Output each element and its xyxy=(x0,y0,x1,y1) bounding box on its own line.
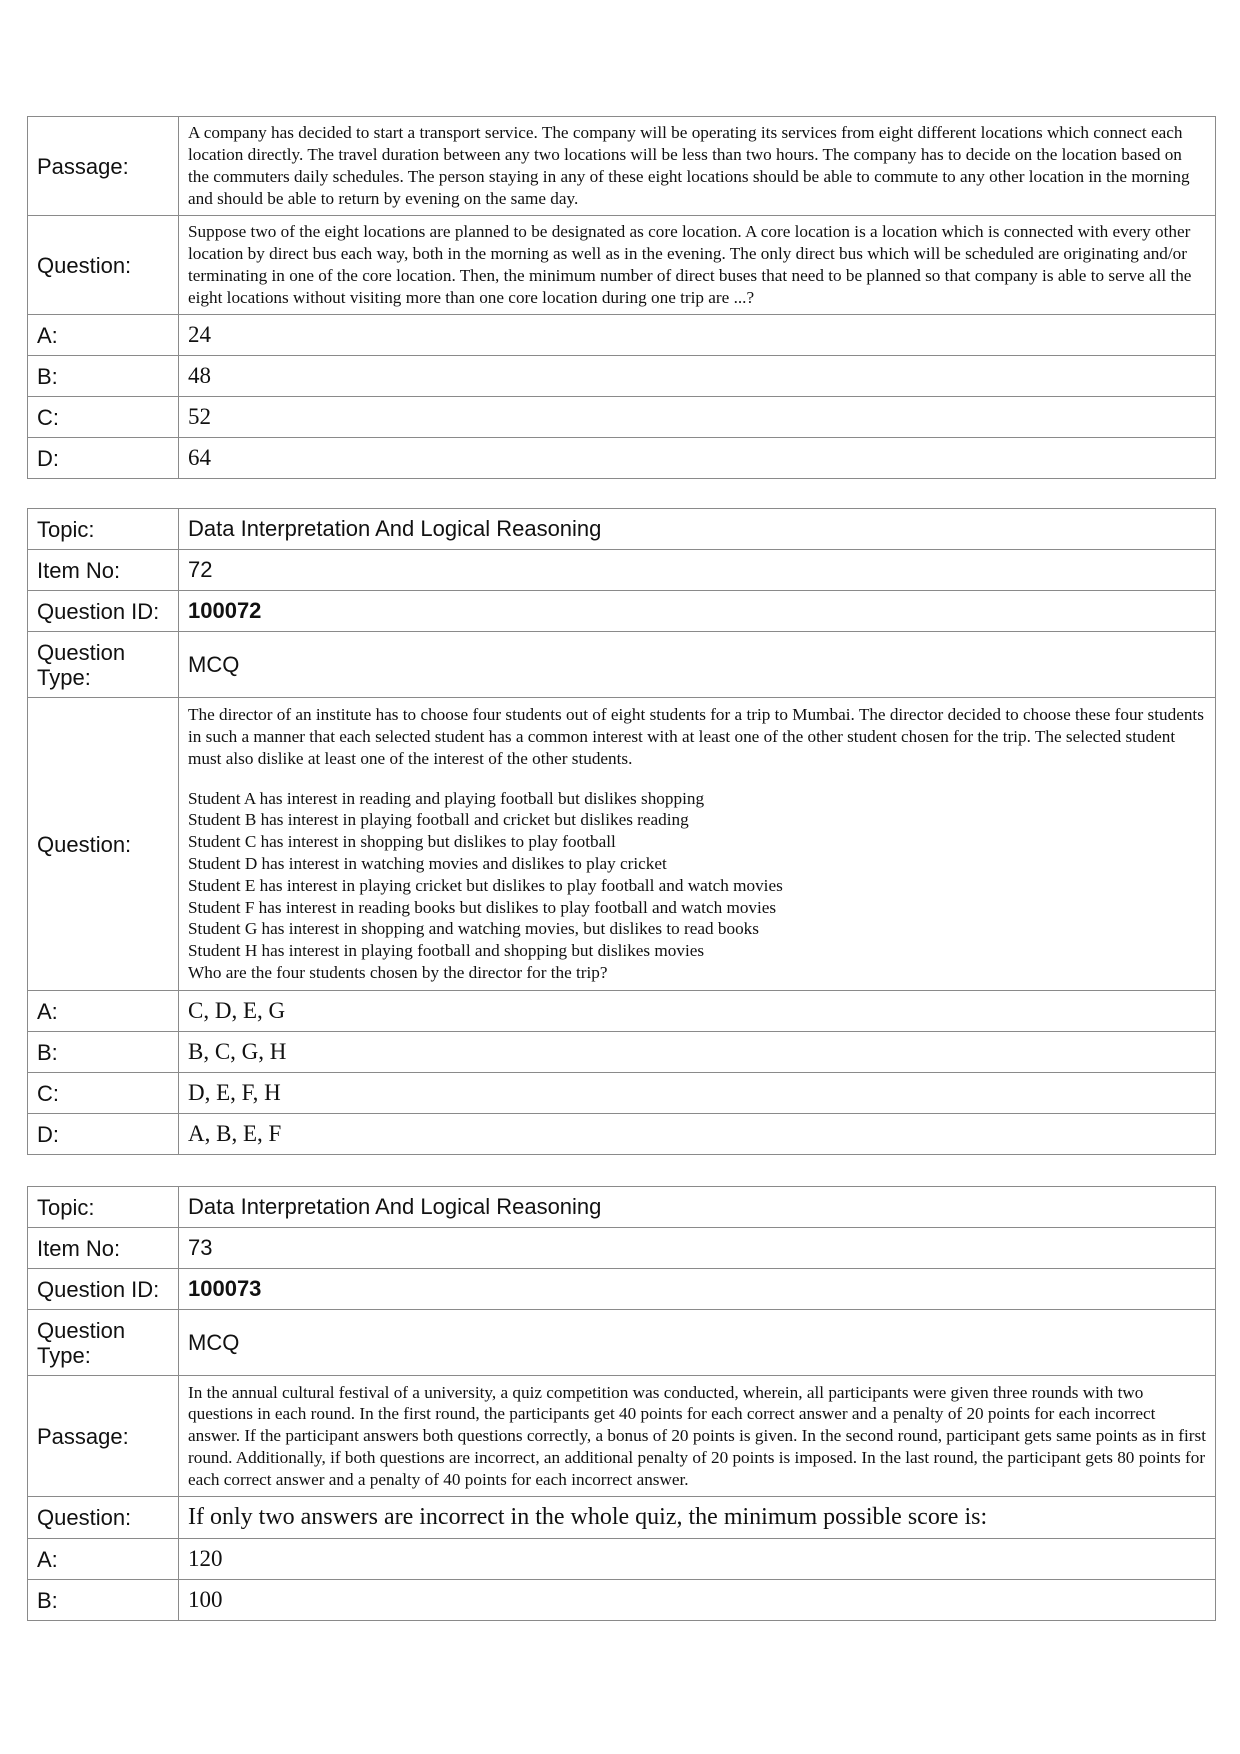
option-c-text: 52 xyxy=(179,397,1216,438)
passage-label: Passage: xyxy=(28,117,179,216)
question-id-value: 100072 xyxy=(179,591,1216,632)
option-b-text: B, C, G, H xyxy=(179,1032,1216,1073)
question-type-value: MCQ xyxy=(179,632,1216,698)
student-line-f: Student F has interest in reading books but dislikes to play football and watch movies xyxy=(188,897,777,917)
option-a-label: A: xyxy=(28,315,179,356)
option-a-label: A: xyxy=(28,991,179,1032)
item-no-value: 72 xyxy=(179,550,1216,591)
student-line-a: Student A has interest in reading and playing football but dislikes shopping xyxy=(188,788,705,808)
question-id-value: 100073 xyxy=(179,1269,1216,1310)
option-a-text: C, D, E, G xyxy=(179,991,1216,1032)
option-d-text: 64 xyxy=(179,438,1216,479)
item-no-label: Item No: xyxy=(28,1228,179,1269)
question-block-71 xyxy=(27,116,1216,479)
topic-value: Data Interpretation And Logical Reasoning xyxy=(179,509,1216,550)
option-c-label: C: xyxy=(28,1073,179,1114)
question-id-label: Question ID: xyxy=(28,591,179,632)
option-d-label: D: xyxy=(28,438,179,479)
student-line-h: Student H has interest in playing football and shopping but dislikes movies xyxy=(188,941,705,961)
question-text: Suppose two of the eight locations are planned to be designated as core location. A core location is a location which is connected with every other location by direct bus each way, both in the morning as well as in the evening. The only direct bus which will be scheduled are originating and/or terminating in one of the core location. Then, the minimum number of direct buses that need to be planned so that company is able to serve all the eight locations without visiting more than one core location during one trip are ...? xyxy=(179,216,1216,315)
student-line-b: Student B has interest in playing football and cricket but dislikes reading xyxy=(188,810,689,830)
option-b-text: 100 xyxy=(179,1580,1216,1621)
question-text: If only two answers are incorrect in the whole quiz, the minimum possible score is: xyxy=(179,1497,1216,1539)
item-no-value: 73 xyxy=(179,1228,1216,1269)
passage-label: Passage: xyxy=(28,1376,179,1497)
option-b-text: 48 xyxy=(179,356,1216,397)
passage-text: A company has decided to start a transport service. The company will be operating its services from eight different locations which connect each location directly. The travel duration between any two locations will be less than two hours. The company has to decide on the location based on the commuters daily schedules. The person staying in any of these eight locations should be able to commute to any other location in the morning and should be able to return by evening on the same day. xyxy=(179,117,1216,216)
student-line-g: Student G has interest in shopping and watching movies, but dislikes to read books xyxy=(188,919,759,939)
option-d-label: D: xyxy=(28,1114,179,1155)
question-label: Question: xyxy=(28,698,179,991)
option-c-label: C: xyxy=(28,397,179,438)
topic-label: Topic: xyxy=(28,509,179,550)
question-label: Question: xyxy=(28,1497,179,1539)
item-no-label: Item No: xyxy=(28,550,179,591)
question-intro: The director of an institute has to choose four students out of eight students for a trip to Mumbai. The director decided to choose these four students in such a manner that each selected student has a common interest with at least one of the other student chosen for the trip. The selected student must also dislike at least one of the interest of the other students. xyxy=(188,705,1204,768)
passage-text: In the annual cultural festival of a university, a quiz competition was conducted, wherein, all participants were given three rounds with two questions in each round. In the first round, the participants get 40 points for each correct answer and a penalty of 20 points for each incorrect answer. If the participant answers both questions correctly, a bonus of 20 points is given. In the second round, participant gets same points as in first round. Additionally, if both questions are incorrect, an additional penalty of 20 points is imposed. In the last round, the participant gets 80 points for each correct answer and a penalty of 40 points for each incorrect answer. xyxy=(179,1376,1216,1497)
question-type-label: Question Type: xyxy=(28,632,179,698)
option-a-text: 120 xyxy=(179,1539,1216,1580)
option-b-label: B: xyxy=(28,1580,179,1621)
student-line-d: Student D has interest in watching movies and dislikes to play cricket xyxy=(188,854,667,873)
question-prompt: Who are the four students chosen by the director for the trip? xyxy=(188,962,608,982)
option-d-text: A, B, E, F xyxy=(179,1114,1216,1155)
topic-label: Topic: xyxy=(28,1187,179,1228)
question-type-value: MCQ xyxy=(179,1310,1216,1376)
question-label: Question: xyxy=(28,216,179,315)
question-type-label: Question Type: xyxy=(28,1310,179,1376)
option-b-label: B: xyxy=(28,356,179,397)
question-text xyxy=(179,698,1216,991)
option-a-label: A: xyxy=(28,1539,179,1580)
student-line-c: Student C has interest in shopping but dislikes to play football xyxy=(188,832,616,852)
question-block-72 xyxy=(27,508,1216,1155)
question-block-73 xyxy=(27,1186,1216,1621)
option-b-label: B: xyxy=(28,1032,179,1073)
topic-value: Data Interpretation And Logical Reasoning xyxy=(179,1187,1216,1228)
option-a-text: 24 xyxy=(179,315,1216,356)
student-line-e: Student E has interest in playing cricket but dislikes to play football and watch movies xyxy=(188,875,783,895)
question-id-label: Question ID: xyxy=(28,1269,179,1310)
option-c-text: D, E, F, H xyxy=(179,1073,1216,1114)
